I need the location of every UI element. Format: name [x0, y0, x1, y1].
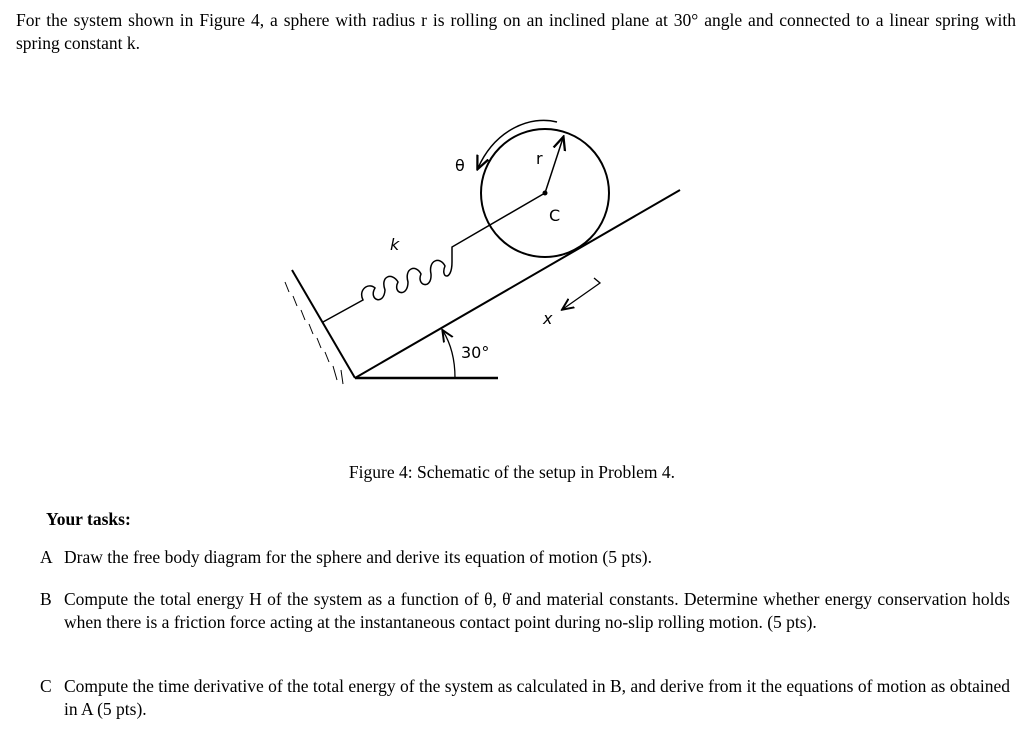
- task-text: Compute the time derivative of the total energy of the system as calculated in B, and derive from it the equations of motion as obtained in A (5 pts).: [64, 676, 1010, 719]
- wall: [292, 270, 355, 378]
- radius-arrow: [545, 138, 563, 193]
- task-item: [40, 588, 1010, 634]
- angle-label: 30°: [461, 343, 490, 362]
- angle-arc: [443, 331, 455, 378]
- task-label: B: [40, 589, 52, 609]
- figure-caption: Figure 4: Schematic of the setup in Problem 4.: [348, 462, 676, 482]
- theta-label: θ: [455, 156, 465, 175]
- task-text: Compute the total energy H of the system as a function of θ, θ̇ and material constants. Determine whether energy conservation holds when there is a friction force acting at the instantaneous contact point during no-slip rolling motion. (5 pts).: [64, 589, 1010, 632]
- k-label: k: [390, 235, 400, 254]
- tasks-heading: Your tasks:: [46, 509, 131, 529]
- task-label: A: [40, 547, 53, 567]
- x-direction-arrow: [563, 278, 600, 309]
- task-item: [40, 675, 1010, 721]
- spring: [323, 193, 545, 322]
- wall-hatch: [285, 282, 343, 384]
- x-label: x: [543, 309, 553, 328]
- r-label: r: [536, 149, 543, 168]
- incline: [355, 190, 680, 378]
- task-text: Draw the free body diagram for the sphere and derive its equation of motion (5 pts).: [64, 547, 653, 567]
- problem-statement: For the system shown in Figure 4, a sphere with radius r is rolling on an inclined plane at 30° angle and connected to a linear spring with spring constant k.: [16, 10, 1016, 53]
- task-item: [40, 546, 1010, 569]
- task-label: C: [40, 676, 52, 696]
- c-label: C: [549, 206, 561, 225]
